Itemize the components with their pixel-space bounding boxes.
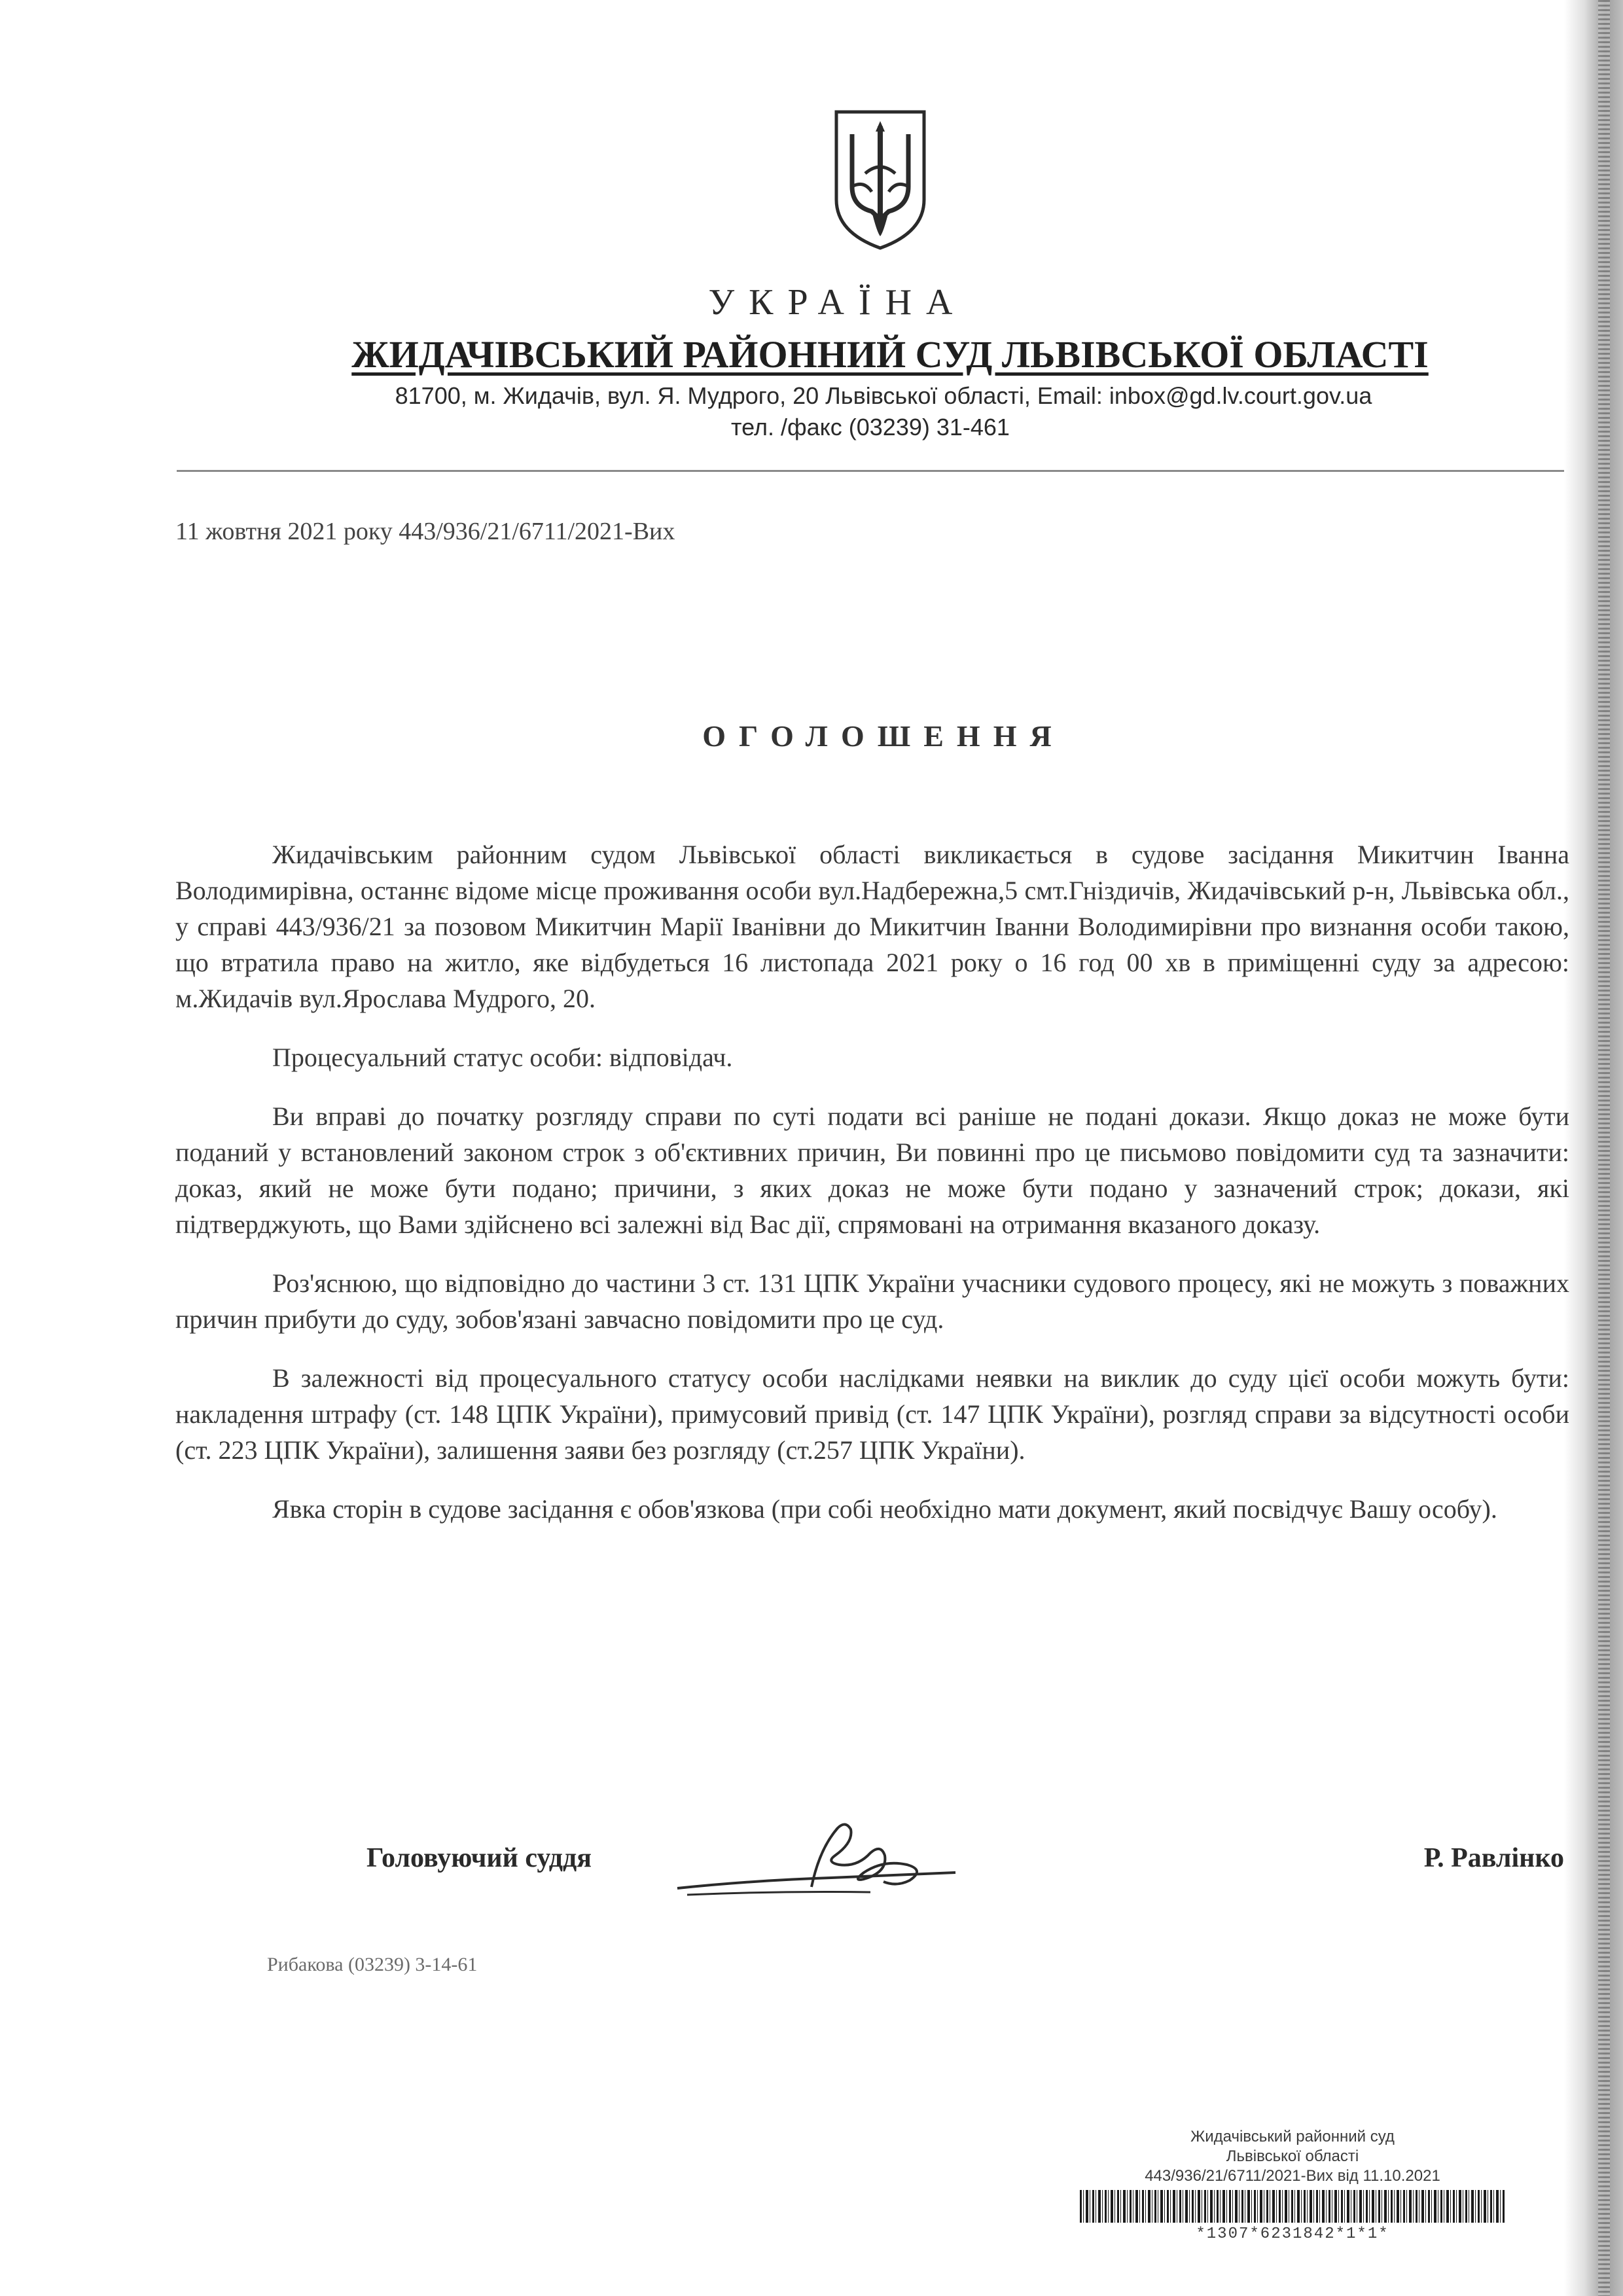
signatory-name: Р. Равлінко — [1423, 1843, 1564, 1873]
header-divider — [177, 470, 1564, 472]
barcode-number: *1307*6231842*1*1* — [1196, 2225, 1389, 2243]
scan-edge-texture — [1598, 0, 1610, 2296]
signature-role: Головуючий суддя — [366, 1843, 592, 1873]
paragraph-procedural-status: Процесуальний статус особи: відповідач. — [272, 1043, 733, 1072]
scan-edge-shadow — [1564, 0, 1623, 2296]
document-title: ОГОЛОШЕННЯ — [702, 719, 1065, 753]
barcode — [1080, 2190, 1505, 2223]
date-and-reference-number: 11 жовтня 2021 року 443/936/21/6711/2021-Вих — [175, 518, 675, 545]
paragraph-summons: Жидачівським районним судом Львівської області викликається в судове засідання Микитчин Іванна Володимирівна, останнє відоме місце проживання особи вул.Надбережна,5 смт.Гніздичів, Жидачівський р-н, Львівська обл., у справі 443/936/21 за позовом Микитчин Марії Іванівни до Микитчин Іванни Володимирівни про визнання особи такою, що втратила право на житло, яке відбудеться 16 листопада 2021 року о 16 год 00 хв в приміщенні суду за адресою: м.Жидачів вул.Ярослава Мудрого, 20. — [175, 840, 1569, 1013]
executor-contact: Рибакова (03239) 3-14-61 — [267, 1954, 478, 1975]
court-phone: тел. /факс (03239) 31-461 — [731, 414, 1010, 440]
handwritten-signature — [674, 1810, 975, 1908]
trident-coat-of-arms-icon — [831, 108, 929, 252]
paragraph-attendance: Явка сторін в судове засідання є обов'язкова (при собі необхідно мати документ, який посвідчує Вашу особу). — [272, 1494, 1497, 1524]
court-address: 81700, м. Жидачів, вул. Я. Мудрого, 20 Львівської області, Email: inbox@gd.lv.court.gov.ua — [395, 382, 1372, 409]
stamp-region: Львівської області — [1226, 2147, 1359, 2165]
court-name-heading: ЖИДАЧІВСЬКИЙ РАЙОННИЙ СУД ЛЬВІВСЬКОЇ ОБЛАСТІ — [351, 333, 1429, 376]
stamp-court: Жидачівський районний суд — [1190, 2128, 1395, 2145]
registration-stamp — [1073, 2127, 1512, 2186]
paragraph-consequences: В залежності від процесуального статусу особи наслідками неявки на виклик до суду цієї особи можуть бути: накладення штрафу (ст. 148 ЦПК України), примусовий привід (ст. 147 ЦПК України), розгляд справи за відсутності особи (ст. 223 ЦПК України), залишення заяви без розгляду (ст.257 ЦПК України). — [175, 1363, 1569, 1465]
paragraph-evidence: Ви вправі до початку розгляду справи по суті подати всі раніше не подані докази. Якщо доказ не може бути поданий у встановлений законом строк з об'єктивних причин, Ви повинні про це письмово повідомити суд та зазначити: доказ, який не може бути подано; причини, з яких доказ не може бути подано у зазначений строк; докази, які підтверджують, що Вами здійснено всі залежні від Вас дії, спрямовані на отримання вказаного доказу. — [175, 1102, 1569, 1239]
country-heading: УКРАЇНА — [708, 282, 967, 323]
signature-block — [366, 1829, 1564, 1908]
announcement-body — [175, 836, 1569, 1550]
stamp-reference: 443/936/21/6711/2021-Вих від 11.10.2021 — [1145, 2167, 1440, 2185]
paragraph-explanation: Роз'яснюю, що відповідно до частини 3 ст. 131 ЦПК України учасники судового процесу, які не можуть з поважних причин прибути до суду, зобов'язані завчасно повідомити про це суд. — [175, 1268, 1569, 1334]
